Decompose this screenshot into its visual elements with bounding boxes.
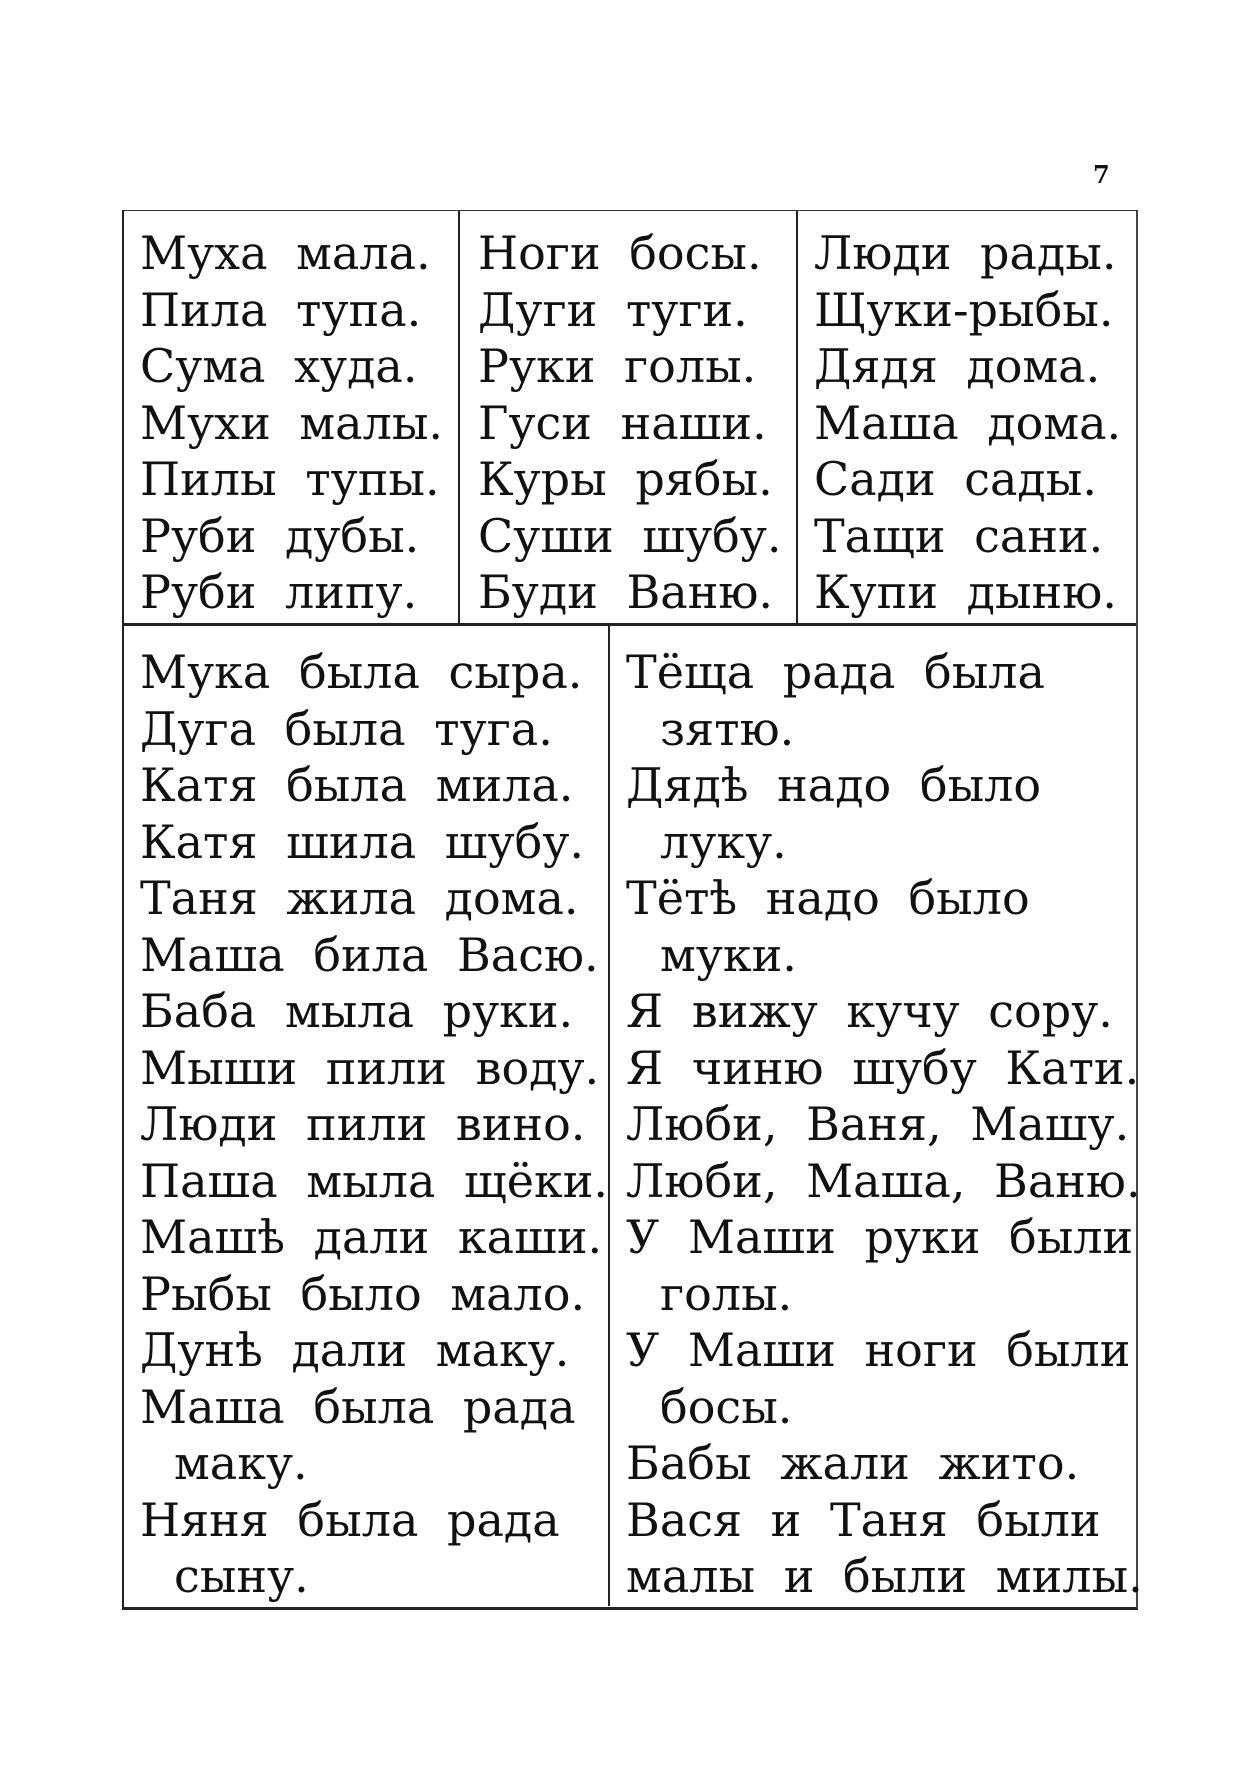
- sentence-line: Сади сады.: [814, 452, 1097, 506]
- sentence-line: Тащи сани.: [814, 508, 1104, 563]
- sentence-line: Люди рады.: [814, 226, 1117, 280]
- sentence-line: У Маши ноги были: [626, 1323, 1131, 1377]
- sentence-line: Мухи малы.: [140, 395, 444, 450]
- sentence-line: Я вижу кучу сору.: [626, 984, 1113, 1038]
- column-1: [124, 211, 460, 623]
- short-sentences-section: [124, 211, 1136, 626]
- left-column: [124, 626, 610, 1606]
- sentence-continuation: луку.: [660, 814, 787, 869]
- sentence-line: Руби липу.: [140, 565, 418, 619]
- sentence-line: Дядѣ надо было: [626, 758, 1042, 812]
- sentence-line: Сума худа.: [140, 339, 418, 393]
- sentence-continuation: зятю.: [660, 701, 795, 756]
- sentence-line: Катя была мила.: [140, 758, 574, 812]
- sentence-line: Дуги туги.: [478, 282, 748, 337]
- page-number: 7: [1093, 160, 1110, 189]
- sentence-line: Маша была рада: [140, 1379, 576, 1434]
- column-3: [798, 211, 1136, 623]
- sentence-continuation: голы.: [660, 1266, 793, 1321]
- sentence-line: Руки голы.: [478, 339, 757, 393]
- sentence-continuation: муки.: [660, 927, 797, 982]
- sentence-line: Катя шила шубу.: [140, 814, 585, 869]
- long-sentences-section: [124, 626, 1143, 1606]
- sentence-line: Пила тупа.: [140, 282, 422, 337]
- sentence-line: Я чиню шубу Кати.: [626, 1040, 1140, 1095]
- sentence-line: Маша дома.: [814, 395, 1122, 450]
- sentence-continuation: сыну.: [174, 1549, 309, 1603]
- sentence-line: У Маши руки были: [626, 1210, 1134, 1264]
- sentence-line: Паша мыла щёки.: [140, 1153, 609, 1208]
- sentence-line: малы и были милы.: [626, 1549, 1143, 1603]
- sentence-line: Бабы жали жито.: [626, 1436, 1080, 1490]
- sentence-line: Тёща рада была: [626, 645, 1045, 699]
- sentence-line: Буди Ваню.: [478, 565, 774, 619]
- sentence-line: Куры рябы.: [478, 452, 773, 506]
- sentence-line: Ноги босы.: [478, 226, 762, 280]
- sentence-line: Люди пили вино.: [140, 1097, 586, 1151]
- sentence-line: Люби, Маша, Ваню.: [626, 1153, 1141, 1208]
- sentence-line: Мука была сыра.: [140, 645, 583, 699]
- sentence-continuation: босы.: [660, 1379, 793, 1434]
- sentence-continuation: маку.: [174, 1436, 308, 1490]
- sentence-line: Дядя дома.: [814, 339, 1101, 393]
- sentence-line: Муха мала.: [140, 226, 431, 280]
- sentence-line: Маша била Васю.: [140, 927, 599, 982]
- sentence-line: Вася и Таня были: [626, 1492, 1101, 1547]
- sentence-line: Люби, Ваня, Машу.: [626, 1097, 1130, 1151]
- sentence-line: Щуки-рыбы.: [814, 282, 1114, 337]
- sentence-line: Руби дубы.: [140, 508, 420, 563]
- sentence-line: Машѣ дали каши.: [140, 1210, 603, 1264]
- sentence-line: Таня жила дома.: [140, 871, 579, 925]
- sentence-line: Дуга была туга.: [140, 701, 553, 756]
- sentence-line: Суши шубу.: [478, 508, 782, 563]
- sentence-line: Тётѣ надо было: [626, 871, 1030, 925]
- reading-table: [122, 210, 1143, 1610]
- sentence-line: Гуси наши.: [478, 395, 767, 450]
- sentence-line: Рыбы было мало.: [140, 1266, 586, 1321]
- right-column: [610, 626, 1143, 1606]
- column-2: [460, 211, 798, 623]
- sentence-line: Пилы тупы.: [140, 452, 440, 506]
- sentence-line: Купи дыню.: [814, 565, 1117, 619]
- sentence-line: Дунѣ дали маку.: [140, 1323, 570, 1377]
- sentence-line: Мыши пили воду.: [140, 1040, 600, 1095]
- sentence-line: Няня была рада: [140, 1492, 560, 1547]
- sentence-line: Баба мыла руки.: [140, 984, 574, 1038]
